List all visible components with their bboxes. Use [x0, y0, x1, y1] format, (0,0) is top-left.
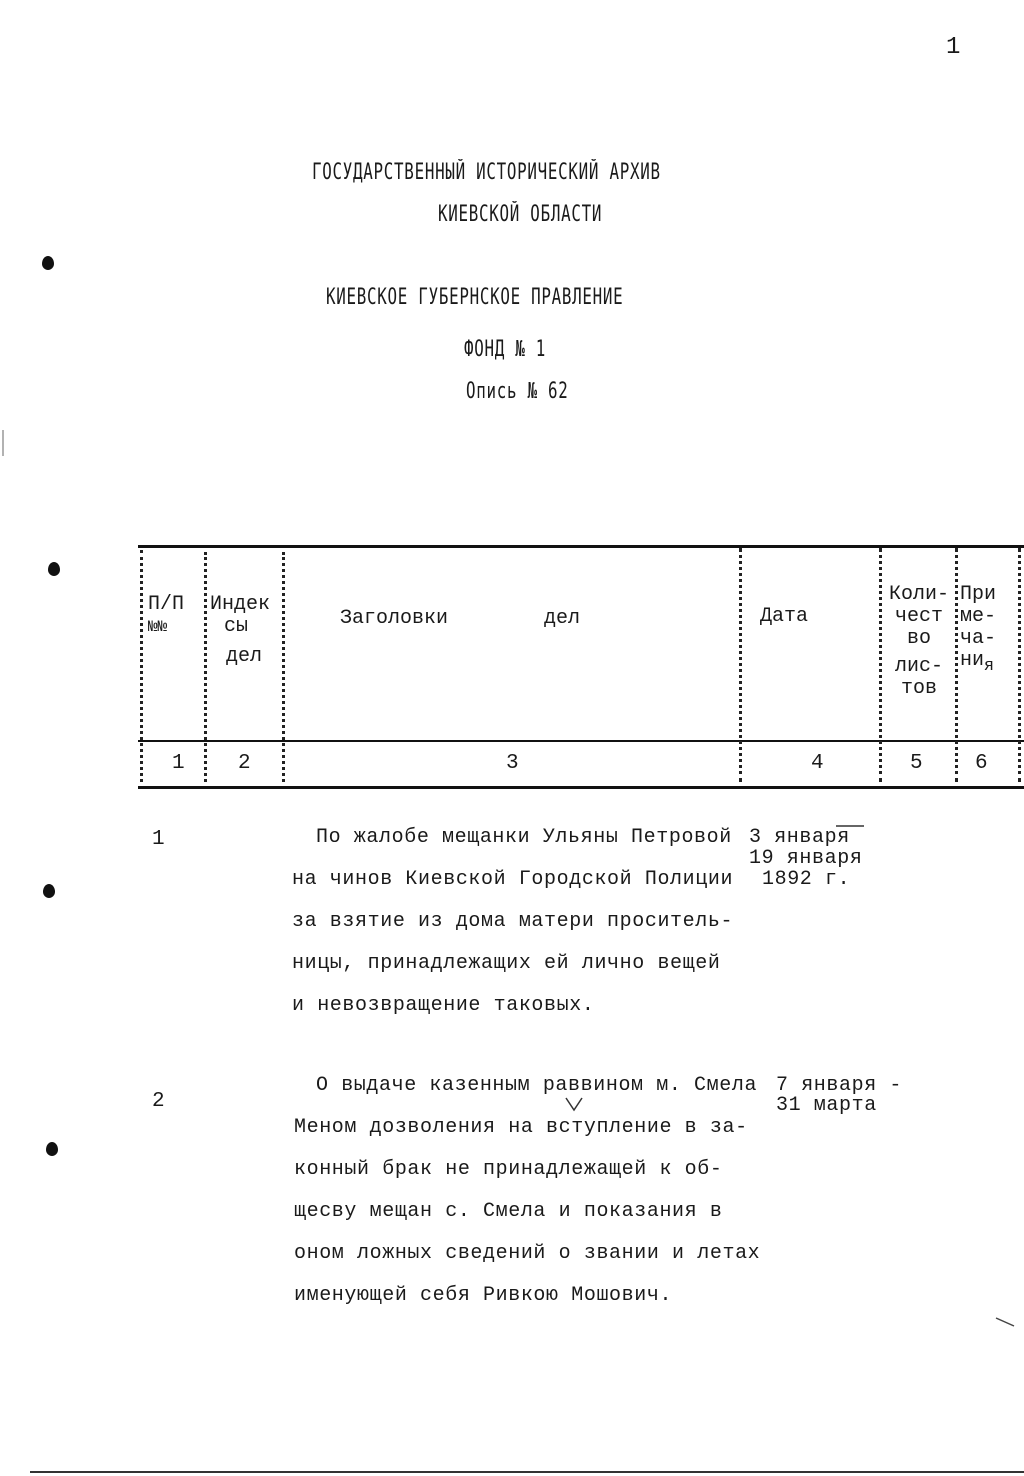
header-col5-line1: Коли-	[888, 583, 949, 606]
archive-title: ГОСУДАРСТВЕННЫЙ ИСТОРИЧЕСКИЙ АРХИВ	[312, 160, 661, 185]
header-col2-line3: дел	[226, 645, 263, 668]
entry-text-line: О выдаче казенным раввином м. Смела	[316, 1074, 758, 1097]
header-col5-line4: лис-	[894, 655, 943, 678]
opis-number: Опись № 62	[466, 379, 569, 404]
header-col6-line1: При	[960, 583, 997, 606]
header-col3-a: Заголовки	[340, 607, 449, 630]
column-number-3: 3	[506, 752, 519, 775]
column-number-1: 1	[172, 752, 185, 775]
entry-text-line: По жалобе мещанки Ульяны Петровой	[316, 826, 732, 849]
entry-text-line: и невозвращение таковых.	[292, 994, 595, 1017]
header-col5-line5: тов	[900, 677, 937, 700]
header-col6-line2: ме-	[960, 605, 997, 628]
fond-number: ФОНД № 1	[464, 337, 547, 362]
entry-text-line: Меном дозволения на вступление в за-	[294, 1116, 748, 1139]
column-number-6: 6	[975, 752, 988, 775]
header-col6-line3: ча-	[960, 627, 997, 650]
entry-text-line: щесву мещан с. Смела и показания в	[294, 1200, 723, 1223]
header-col4: Дата	[760, 605, 809, 628]
entry-text-line: на чинов Киевской Городской Полиции	[292, 868, 734, 891]
column-number-2: 2	[238, 752, 251, 775]
header-col1-line1: П/П	[148, 593, 185, 616]
entry-date-line: 1892 г.	[762, 868, 851, 891]
entry-date-line: 3 января	[749, 826, 850, 849]
entry-date-line: 19 января	[749, 847, 863, 870]
header-col2-line1: Индек	[210, 593, 271, 616]
entry-date-line: 31 марта	[776, 1094, 877, 1117]
column-number-5: 5	[910, 752, 923, 775]
entry-text-line: именующей себя Ривкою Мошович.	[294, 1284, 673, 1307]
header-col2-line2: сы	[224, 615, 249, 638]
entry-text-line: за взятие из дома матери проситель-	[292, 910, 734, 933]
page-number: 1	[946, 34, 961, 61]
archive-region: КИЕВСКОЙ ОБЛАСТИ	[438, 202, 603, 227]
column-number-4: 4	[811, 752, 824, 775]
entry-date-line: 7 января -	[776, 1074, 903, 1097]
entry-text-line: конный брак не принадлежащей к об-	[294, 1158, 723, 1181]
institution-title: КИЕВСКОЕ ГУБЕРНСКОЕ ПРАВЛЕНИЕ	[326, 285, 624, 310]
entry-number: 1	[152, 828, 166, 851]
header-col3-b: дел	[544, 607, 581, 630]
header-col5-line2: чест	[894, 605, 943, 628]
entry-text-line: оном ложных сведений о звании и летах	[294, 1242, 761, 1265]
entry-number: 2	[152, 1090, 166, 1113]
header-col6-line4-main: ни	[960, 649, 985, 672]
header-col5-line3: во	[906, 627, 931, 650]
header-col1-line2: №№	[148, 618, 168, 636]
entry-text-line: ницы, принадлежащих ей лично вещей	[292, 952, 721, 975]
header-col6-line4-sub: я	[984, 657, 995, 676]
